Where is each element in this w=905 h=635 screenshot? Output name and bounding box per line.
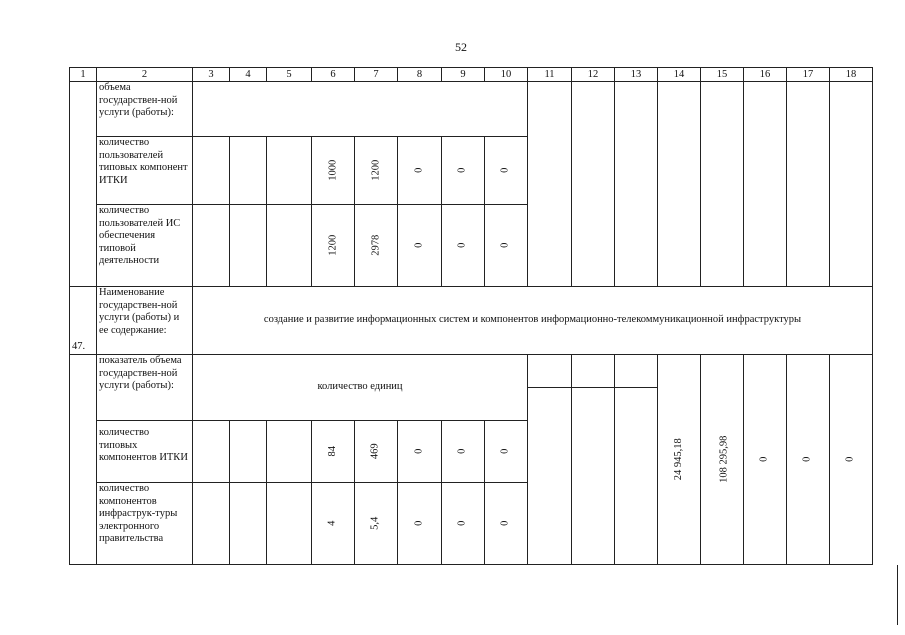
row-label: количество пользователей типовых компонент ИТКИ xyxy=(97,137,193,205)
value-text: 0 xyxy=(499,520,511,527)
header-cell: 11 xyxy=(528,68,572,82)
empty-cell xyxy=(267,421,312,483)
header-cell: 2 xyxy=(97,68,193,82)
empty-cell xyxy=(830,82,873,287)
empty-cell xyxy=(193,421,230,483)
scan-edge-line xyxy=(897,565,898,625)
value-cell xyxy=(442,205,485,287)
value-text: 0 xyxy=(413,520,425,527)
empty-cell xyxy=(230,137,267,205)
empty-cell xyxy=(267,205,312,287)
empty-cell xyxy=(744,82,787,287)
empty-cell xyxy=(787,82,830,287)
empty-cell xyxy=(230,483,267,565)
empty-cell xyxy=(572,388,615,565)
value-cell xyxy=(312,421,355,483)
value-cell xyxy=(442,421,485,483)
empty-cell xyxy=(193,483,230,565)
value-text: 469 xyxy=(369,443,381,460)
header-cell: 15 xyxy=(701,68,744,82)
header-cell: 4 xyxy=(230,68,267,82)
value-cell xyxy=(355,137,398,205)
empty-cell xyxy=(572,82,615,287)
funding-cell xyxy=(787,355,830,565)
value-text: 0 xyxy=(499,167,511,174)
empty-cell xyxy=(267,483,312,565)
row-number: 47. xyxy=(70,287,97,355)
table-row xyxy=(70,355,873,388)
header-cell: 17 xyxy=(787,68,830,82)
funding-text: 0 xyxy=(844,456,856,463)
value-text: 0 xyxy=(413,242,425,249)
funding-cell xyxy=(701,355,744,565)
value-text: 5,4 xyxy=(369,516,381,531)
value-cell xyxy=(355,421,398,483)
budget-table xyxy=(69,67,873,565)
value-cell xyxy=(485,483,528,565)
value-text: 0 xyxy=(456,520,468,527)
empty-cell xyxy=(528,388,572,565)
empty-cell xyxy=(701,82,744,287)
empty-cell xyxy=(615,388,658,565)
header-cell: 5 xyxy=(267,68,312,82)
empty-cell xyxy=(230,421,267,483)
unit-cell: количество единиц xyxy=(193,355,528,421)
empty-cell xyxy=(70,82,97,287)
empty-cell xyxy=(615,82,658,287)
value-cell xyxy=(398,421,442,483)
header-cell: 12 xyxy=(572,68,615,82)
header-cell: 16 xyxy=(744,68,787,82)
value-text: 0 xyxy=(413,448,425,455)
empty-cell xyxy=(528,82,572,287)
empty-cell xyxy=(230,205,267,287)
value-text: 2978 xyxy=(369,235,381,256)
value-text: 84 xyxy=(326,446,338,457)
header-cell: 3 xyxy=(193,68,230,82)
table-row xyxy=(70,287,873,355)
header-cell: 14 xyxy=(658,68,701,82)
empty-cell xyxy=(528,355,572,388)
value-cell xyxy=(485,421,528,483)
value-cell xyxy=(442,483,485,565)
header-cell: 13 xyxy=(615,68,658,82)
value-cell xyxy=(398,483,442,565)
empty-cell xyxy=(615,355,658,388)
header-cell: 1 xyxy=(70,68,97,82)
row-label: количество компонентов инфраструк-туры электронного правительства xyxy=(97,483,193,565)
value-text: 0 xyxy=(499,448,511,455)
value-cell xyxy=(312,483,355,565)
value-text: 1200 xyxy=(326,235,338,256)
value-cell xyxy=(485,137,528,205)
empty-cell xyxy=(193,205,230,287)
value-cell xyxy=(442,137,485,205)
funding-text: 24 945,18 xyxy=(672,438,684,481)
merged-cell xyxy=(193,82,528,137)
value-text: 0 xyxy=(456,167,468,174)
empty-cell xyxy=(572,355,615,388)
value-text: 4 xyxy=(326,520,338,527)
header-cell: 18 xyxy=(830,68,873,82)
row-label: количество типовых компонентов ИТКИ xyxy=(97,421,193,483)
funding-text: 0 xyxy=(758,456,770,463)
header-row xyxy=(70,68,873,82)
value-text: 0 xyxy=(456,242,468,249)
table-row xyxy=(70,82,873,137)
header-cell: 9 xyxy=(442,68,485,82)
empty-cell xyxy=(193,137,230,205)
value-cell xyxy=(398,137,442,205)
header-cell: 8 xyxy=(398,68,442,82)
page-number: 52 xyxy=(455,40,467,54)
funding-cell xyxy=(744,355,787,565)
row-label: объема государствен-ной услуги (работы): xyxy=(97,82,193,137)
value-text: 0 xyxy=(499,242,511,249)
value-text: 1000 xyxy=(326,160,338,181)
header-cell: 6 xyxy=(312,68,355,82)
empty-cell xyxy=(658,82,701,287)
row-label: количество пользователей ИС обеспечения типовой деятельности xyxy=(97,205,193,287)
value-text: 1200 xyxy=(369,160,381,181)
row-label: Наименование государствен-ной услуги (работы) и ее содержание: xyxy=(97,287,193,355)
value-cell xyxy=(355,483,398,565)
value-cell xyxy=(398,205,442,287)
service-content: создание и развитие информационных систем и компонентов информационно-телекоммуникационной инфраструктуры xyxy=(193,287,873,355)
value-cell xyxy=(355,205,398,287)
funding-text: 108 295,98 xyxy=(718,435,730,484)
value-cell xyxy=(485,205,528,287)
header-cell: 7 xyxy=(355,68,398,82)
value-text: 0 xyxy=(413,167,425,174)
funding-cell xyxy=(658,355,701,565)
row-label: показатель объема государствен-ной услуги (работы): xyxy=(97,355,193,421)
value-text: 0 xyxy=(456,448,468,455)
empty-cell xyxy=(267,137,312,205)
funding-cell xyxy=(830,355,873,565)
empty-cell xyxy=(70,355,97,565)
header-cell: 10 xyxy=(485,68,528,82)
value-cell xyxy=(312,137,355,205)
value-cell xyxy=(312,205,355,287)
funding-text: 0 xyxy=(801,456,813,463)
